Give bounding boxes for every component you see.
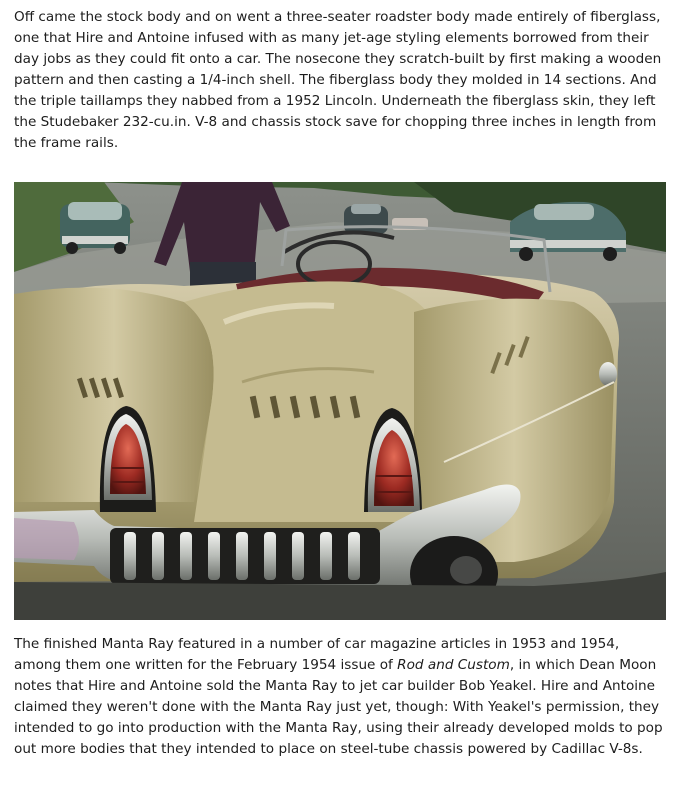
parked-car-left <box>60 202 130 254</box>
article-paragraph-2-part-1: The finished Manta Ray featured in a number of car magazine articles in 1953 and 1954, among them one written for the February 1954 issue of <box>14 636 620 673</box>
manta-ray-photo <box>14 182 666 620</box>
magazine-title: Rod and Custom <box>397 657 510 673</box>
article-paragraph-1: Off came the stock body and on went a three-seater roadster body made entirely of fiberglass, one that Hire and Antoine infused with as many jet-age styling elements borrowed from their day jobs as they could fit onto a car. The nosecone they scratch-built by first making a wooden pattern and then casting a 1/4-inch shell. The fiberglass body they molded in 14 sections. And the triple taillamps they nabbed from a 1952 Lincoln. Underneath the fiberglass skin, they left the Studebaker 232-cu.in. V-8 and chassis stock save for chopping three inches in length from the frame rails. <box>14 9 662 151</box>
article-paragraph-2 <box>14 634 669 760</box>
bumper-grille-bars <box>124 532 360 580</box>
article-paragraph-2-part-2: , in which Dean Moon notes that Hire and Antoine sold the Manta Ray to jet car builder Bob Yeakel. Hire and Antoine claimed they weren't done with the Manta Ray just yet, though: With Yeakel's permission, they intended to go into production with the Manta Ray, using their already developed molds to pop out more bodies that they intended to place on steel-tube chassis powered by Cadillac V-8s. <box>14 657 663 757</box>
